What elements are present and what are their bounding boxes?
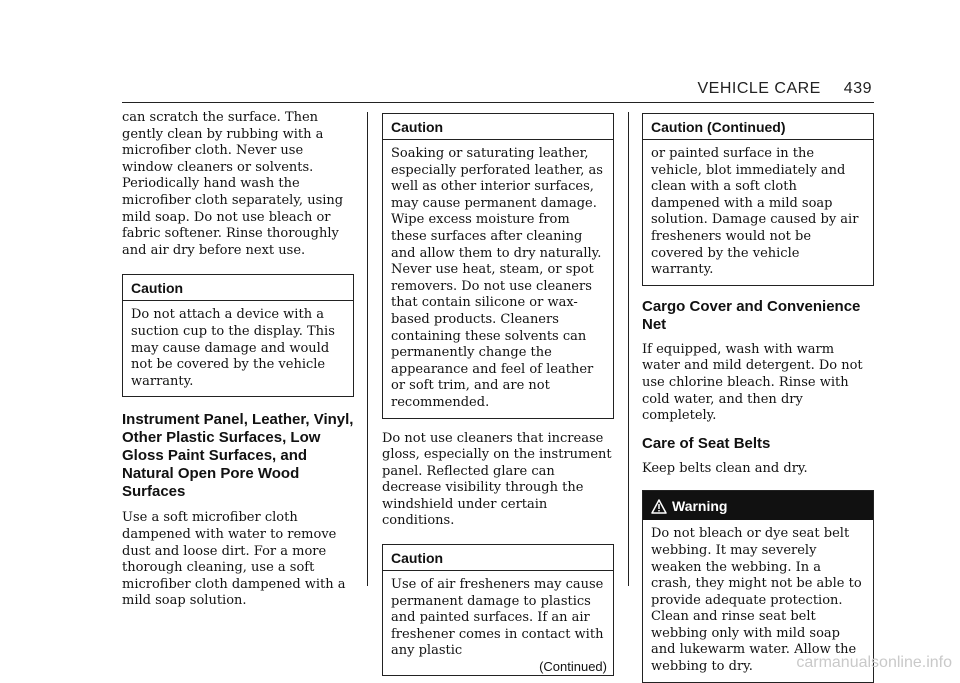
warning-header — [643, 491, 873, 520]
watermark: carmanualsonline.info — [796, 654, 952, 671]
caution-title: Caution — [123, 275, 353, 301]
page-number: 439 — [843, 80, 872, 97]
column-2 — [382, 113, 614, 676]
instrument-panel-paragraph: Use a soft microfiber cloth dampened with water to remove dust and loose dirt. For a more thorough cleaning, use a soft microfiber cloth dampened with a mild soap solution. — [122, 510, 346, 609]
column-3 — [642, 113, 874, 683]
continued-label: (Continued) — [539, 659, 607, 675]
column-1 — [122, 110, 354, 610]
intro-paragraph: can scratch the surface. Then gently clean by rubbing with a microfiber cloth. Never use window cleaners or solvents. Periodically hand wash the microfiber cloth separately, using mild soap. Do not use bleach or fabric softener. Rinse thoroughly and air dry before next use. — [122, 110, 344, 258]
caution-title: Caution — [383, 545, 613, 571]
warning-triangle-icon — [651, 499, 667, 514]
section-title: VEHICLE CARE — [697, 80, 821, 97]
caution-text: Soaking or saturating leather, especially perforated leather, as well as other interior surfaces, may cause permanent damage. Wipe excess moisture from these surfaces after cleaning and allow them to dry naturally. Never use heat, steam, or spot removers. Do not use cleaners that contain silicone or wax-based products. Cleaners containing these solvents can permanently change the appearance and feel of leather or soft trim, and are not recommended. — [391, 146, 603, 410]
caution-text: Do not attach a device with a suction cup to the display. This may cause damage and would not be covered by the vehicle warranty. — [131, 307, 335, 389]
caution-title: Caution (Continued) — [643, 114, 873, 140]
caution-text: Use of air fresheners may cause permanent damage to plastics and painted surfaces. If an air freshener comes in contact with any plastic — [391, 577, 604, 659]
warning-title: Warning — [672, 498, 728, 515]
caution-title: Caution — [383, 114, 613, 140]
page-header — [697, 80, 872, 98]
caution-box-leather — [382, 113, 614, 419]
gloss-paragraph: Do not use cleaners that increase gloss, especially on the instrument panel. Reflected glare can decrease visibility through the windshield under certain conditions. — [382, 430, 612, 529]
seat-belts-paragraph: Keep belts clean and dry. — [642, 460, 808, 476]
section-heading-cargo-cover: Cargo Cover and Convenience Net — [642, 297, 861, 333]
section-heading-instrument-panel: Instrument Panel, Leather, Vinyl, Other Plastic Surfaces, Low Gloss Paint Surfaces, and Natural Open Pore Wood Surfaces — [122, 411, 354, 501]
warning-text: Do not bleach or dye seat belt webbing. It may severely weaken the webbing. In a crash, they might not be able to provide adequate protection. Clean and rinse seat belt webbing only with mild soap and lukewarm water. Allow the webbing to dry. — [651, 526, 862, 675]
caution-continued-box — [642, 113, 874, 286]
caution-text: or painted surface in the vehicle, blot immediately and clean with a soft cloth dampened with a mild soap solution. Damage caused by air fresheners would not be covered by the vehicle warranty. — [651, 146, 859, 278]
section-heading-seat-belts: Care of Seat Belts — [642, 434, 771, 452]
column-divider-1 — [367, 112, 368, 586]
cargo-cover-paragraph: If equipped, wash with warm water and mild detergent. Do not use chlorine bleach. Rinse with cold water, and then dry completely. — [642, 341, 863, 424]
header-rule — [122, 102, 874, 103]
column-divider-2 — [628, 112, 629, 586]
caution-box — [122, 274, 354, 397]
caution-box-air-freshener — [382, 544, 614, 676]
